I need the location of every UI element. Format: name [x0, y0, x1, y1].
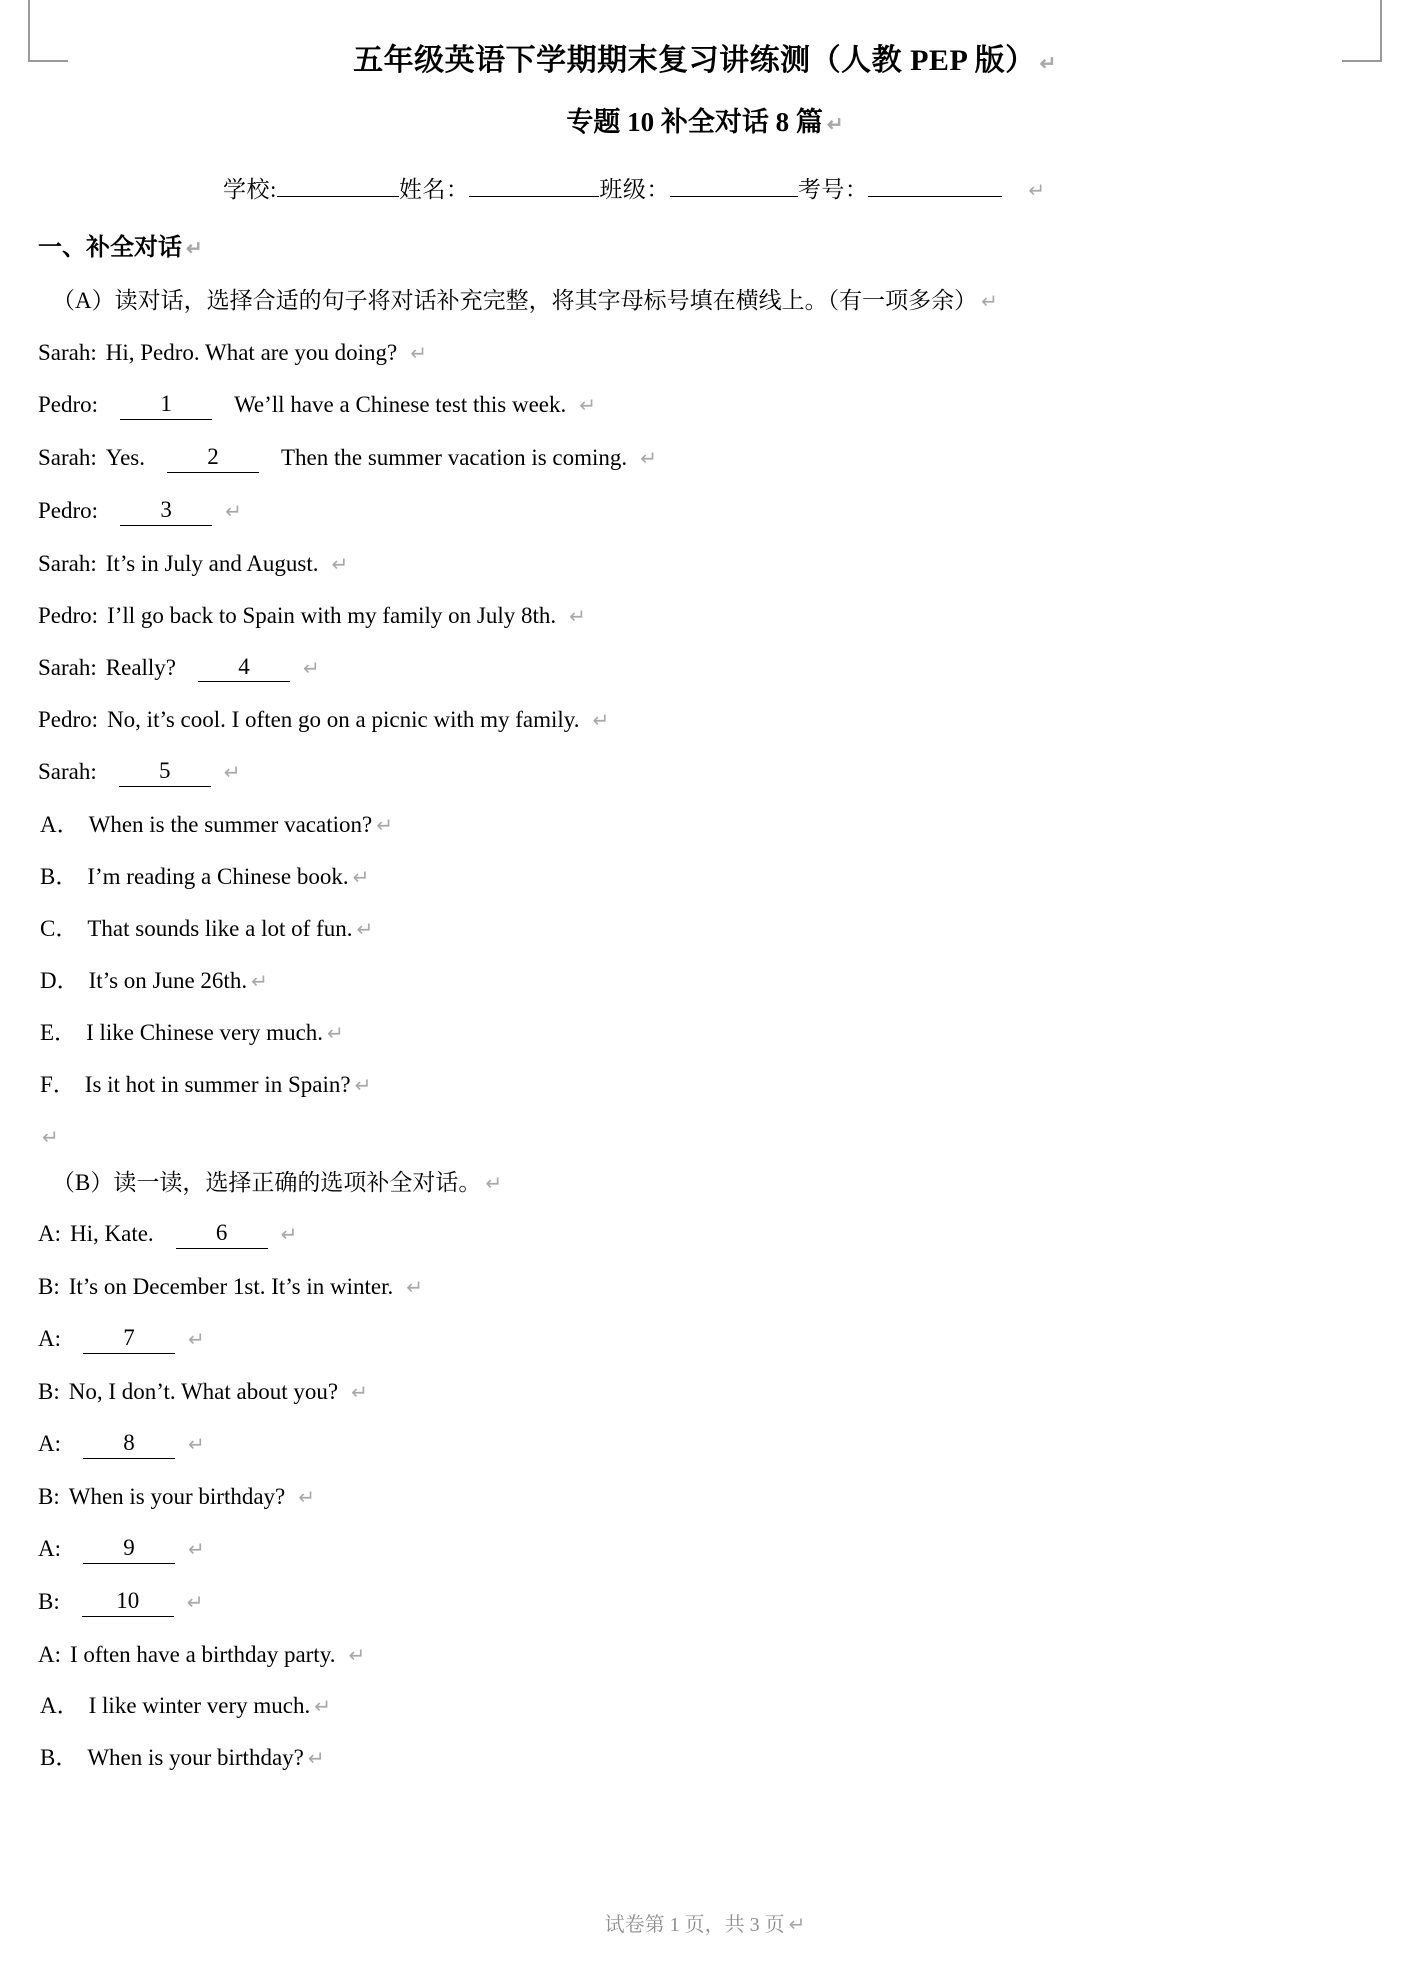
- dialogue-line: [38, 653, 1372, 684]
- option-text: I like Chinese very much.: [86, 1019, 324, 1045]
- part-b-instruction: [38, 1168, 1372, 1198]
- dialogue-text: Hi, Pedro. What are you doing?: [105, 340, 398, 366]
- option-text: Is it hot in summer in Spain?: [84, 1071, 351, 1097]
- dialogue-line: [38, 496, 1372, 527]
- class-label: 班级：: [599, 177, 670, 203]
- page-title: [38, 42, 1372, 80]
- dialogue-line: [38, 1482, 1372, 1512]
- dialogue-speaker: Sarah:: [38, 445, 97, 470]
- dialogue-speaker: B:: [38, 1274, 60, 1300]
- dialogue-speaker: A:: [38, 1535, 61, 1561]
- option-item[interactable]: [38, 1743, 1372, 1773]
- class-input[interactable]: [670, 196, 798, 197]
- pilcrow-icon: ↵: [327, 1022, 344, 1045]
- pilcrow-icon: ↵: [981, 291, 998, 314]
- dialogue-line: [38, 1587, 1372, 1618]
- pilcrow-icon: ↵: [569, 605, 586, 628]
- name-input[interactable]: [469, 196, 599, 197]
- option-letter: B．: [40, 1745, 79, 1771]
- option-letter: E．: [40, 1019, 78, 1045]
- pilcrow-icon: ↵: [356, 919, 374, 942]
- dialogue-text: I’ll go back to Spain with my family on July 8th.: [107, 602, 557, 628]
- dialogue-line: [38, 390, 1372, 421]
- option-letter: F．: [40, 1071, 76, 1097]
- dialogue-speaker: A:: [38, 1641, 61, 1667]
- pilcrow-icon: ↵: [376, 815, 393, 838]
- dialogue-text: Then the summer vacation is coming.: [280, 445, 628, 470]
- dialogue-speaker: B:: [38, 1483, 60, 1509]
- option-text: It’s on June 26th.: [88, 967, 248, 993]
- pilcrow-icon: ↵: [410, 343, 428, 366]
- pilcrow-icon: ↵: [1028, 180, 1046, 203]
- pilcrow-icon: ↵: [280, 1224, 298, 1247]
- empty-paragraph: [38, 1122, 1372, 1149]
- option-item[interactable]: [38, 1070, 1372, 1100]
- pilcrow-icon: ↵: [188, 1538, 205, 1561]
- pilcrow-icon: ↵: [307, 1748, 325, 1771]
- option-letter: B．: [40, 864, 79, 890]
- dialogue-speaker: Sarah:: [38, 654, 97, 680]
- page-title-text: 五年级英语下学期期末复习讲练测（人教 PEP 版）: [353, 44, 1036, 77]
- answer-blank-2[interactable]: 2: [167, 442, 259, 473]
- dialogue-speaker: A:: [38, 1221, 61, 1247]
- exam-number-input[interactable]: [868, 196, 1002, 197]
- part-a-instruction-text: （A）读对话，选择合适的句子将对话补充完整，将其字母标号填在横线上。（有一项多余）: [52, 288, 978, 314]
- dialogue-speaker: A:: [38, 1326, 61, 1352]
- pilcrow-icon: ↵: [251, 970, 268, 993]
- dialogue-text: It’s on December 1st. It’s in winter.: [68, 1274, 394, 1300]
- dialogue-text: No, I don’t. What about you?: [68, 1379, 339, 1405]
- pilcrow-icon: ↵: [348, 1644, 366, 1667]
- dialogue-speaker: Pedro:: [38, 497, 99, 523]
- part-a-options: [38, 810, 1372, 1099]
- pilcrow-icon: ↵: [592, 710, 610, 733]
- option-letter: A．: [40, 1693, 80, 1719]
- name-label: 姓名：: [398, 177, 470, 203]
- pilcrow-icon: ↵: [640, 448, 657, 470]
- pilcrow-icon: ↵: [186, 238, 203, 261]
- option-letter: A．: [40, 812, 80, 838]
- option-text: I’m reading a Chinese book.: [87, 864, 349, 890]
- dialogue-line: [38, 601, 1372, 631]
- school-label: 学校:: [223, 177, 277, 203]
- dialogue-speaker: Sarah:: [38, 340, 97, 366]
- answer-blank-4[interactable]: 4: [198, 652, 290, 683]
- pilcrow-icon: ↵: [406, 1277, 423, 1300]
- dialogue-line: [38, 549, 1372, 579]
- dialogue-text: No, it’s cool. I often go on a picnic with my family.: [107, 707, 580, 733]
- dialogue-line: [38, 1429, 1372, 1460]
- option-item[interactable]: [38, 966, 1372, 996]
- dialogue-line: [38, 1377, 1372, 1407]
- option-item[interactable]: [38, 862, 1372, 892]
- pilcrow-icon: ↵: [826, 113, 844, 136]
- option-item[interactable]: [38, 1691, 1372, 1721]
- pilcrow-icon: ↵: [1039, 53, 1057, 75]
- option-item[interactable]: [38, 810, 1372, 840]
- pilcrow-icon: ↵: [223, 762, 241, 785]
- dialogue-text: We’ll have a Chinese test this week.: [234, 392, 567, 418]
- page-footer-text: 试卷第 1 页，共 3 页: [604, 1914, 785, 1936]
- section-heading-one: [38, 233, 1372, 264]
- pilcrow-icon: ↵: [485, 1172, 503, 1195]
- dialogue-line: [38, 1534, 1372, 1565]
- pilcrow-icon: ↵: [186, 1591, 204, 1614]
- option-letter: C．: [40, 916, 79, 942]
- dialogue-line: [38, 757, 1372, 788]
- part-a-instruction: [38, 286, 1372, 316]
- pilcrow-icon: ↵: [298, 1486, 316, 1509]
- option-text: That sounds like a lot of fun.: [87, 916, 353, 942]
- answer-blank-8[interactable]: 8: [83, 1428, 175, 1459]
- part-b-instruction-text: （B）读一读，选择正确的选项补全对话。: [52, 1169, 482, 1195]
- option-text: I like winter very much.: [88, 1693, 311, 1719]
- dialogue-speaker: B:: [38, 1588, 60, 1614]
- exam-number-label: 考号：: [797, 177, 869, 203]
- dialogue-line: [38, 443, 1372, 474]
- pilcrow-icon: ↵: [188, 1329, 205, 1352]
- dialogue-text: When is your birthday?: [68, 1483, 286, 1509]
- pilcrow-icon: ↵: [303, 657, 320, 680]
- answer-blank-5[interactable]: 5: [119, 756, 211, 787]
- option-letter: D．: [40, 967, 80, 993]
- option-text: When is the summer vacation?: [88, 812, 373, 838]
- dialogue-line: [38, 1219, 1372, 1250]
- dialogue-speaker: A:: [38, 1431, 61, 1457]
- pilcrow-icon: ↵: [225, 500, 242, 523]
- pilcrow-icon: ↵: [352, 867, 370, 890]
- section-heading-one-text: 一、补全对话: [38, 235, 182, 262]
- page-footer: [0, 1908, 1410, 1937]
- dialogue-text: Hi, Kate.: [70, 1221, 154, 1247]
- option-item[interactable]: [38, 1018, 1372, 1048]
- answer-blank-3[interactable]: 3: [120, 495, 212, 526]
- page-subtitle-text: 专题 10 补全对话 8 篇: [566, 106, 823, 137]
- answer-blank-1[interactable]: 1: [120, 389, 212, 420]
- dialogue-text: Really?: [105, 654, 177, 680]
- part-b-options: [38, 1691, 1372, 1773]
- pilcrow-icon: ↵: [188, 1434, 205, 1457]
- answer-blank-6[interactable]: 6: [176, 1218, 268, 1249]
- part-b-dialogue: [38, 1219, 1372, 1669]
- dialogue-text: Yes.: [105, 445, 145, 470]
- pilcrow-icon: ↵: [579, 395, 597, 418]
- dialogue-line: [38, 1640, 1372, 1670]
- pilcrow-icon: ↵: [314, 1696, 332, 1719]
- dialogue-line: [38, 338, 1372, 368]
- pilcrow-icon: ↵: [351, 1382, 368, 1405]
- page-subtitle: [38, 106, 1372, 140]
- part-a-dialogue: [38, 338, 1372, 788]
- dialogue-text: It’s in July and August.: [105, 550, 319, 576]
- dialogue-speaker: Pedro:: [38, 707, 99, 733]
- school-input[interactable]: [277, 196, 399, 197]
- answer-blank-7[interactable]: 7: [83, 1323, 175, 1354]
- dialogue-text: I often have a birthday party.: [70, 1641, 336, 1667]
- dialogue-speaker: B:: [38, 1379, 60, 1405]
- option-text: When is your birthday?: [87, 1745, 304, 1771]
- dialogue-line: [38, 1324, 1372, 1355]
- pilcrow-icon: ↵: [42, 1126, 59, 1149]
- dialogue-speaker: Pedro:: [38, 602, 99, 628]
- pilcrow-icon: ↵: [331, 553, 349, 576]
- student-info-line: [38, 175, 1372, 205]
- dialogue-speaker: Sarah:: [38, 550, 97, 576]
- dialogue-line: [38, 705, 1372, 735]
- pilcrow-icon: ↵: [788, 1914, 806, 1936]
- pilcrow-icon: ↵: [354, 1074, 372, 1097]
- option-item[interactable]: [38, 914, 1372, 944]
- answer-blank-9[interactable]: 9: [83, 1533, 175, 1564]
- dialogue-speaker: Pedro:: [38, 392, 99, 418]
- answer-blank-10[interactable]: 10: [82, 1586, 174, 1617]
- dialogue-speaker: Sarah:: [38, 759, 97, 785]
- dialogue-line: [38, 1272, 1372, 1302]
